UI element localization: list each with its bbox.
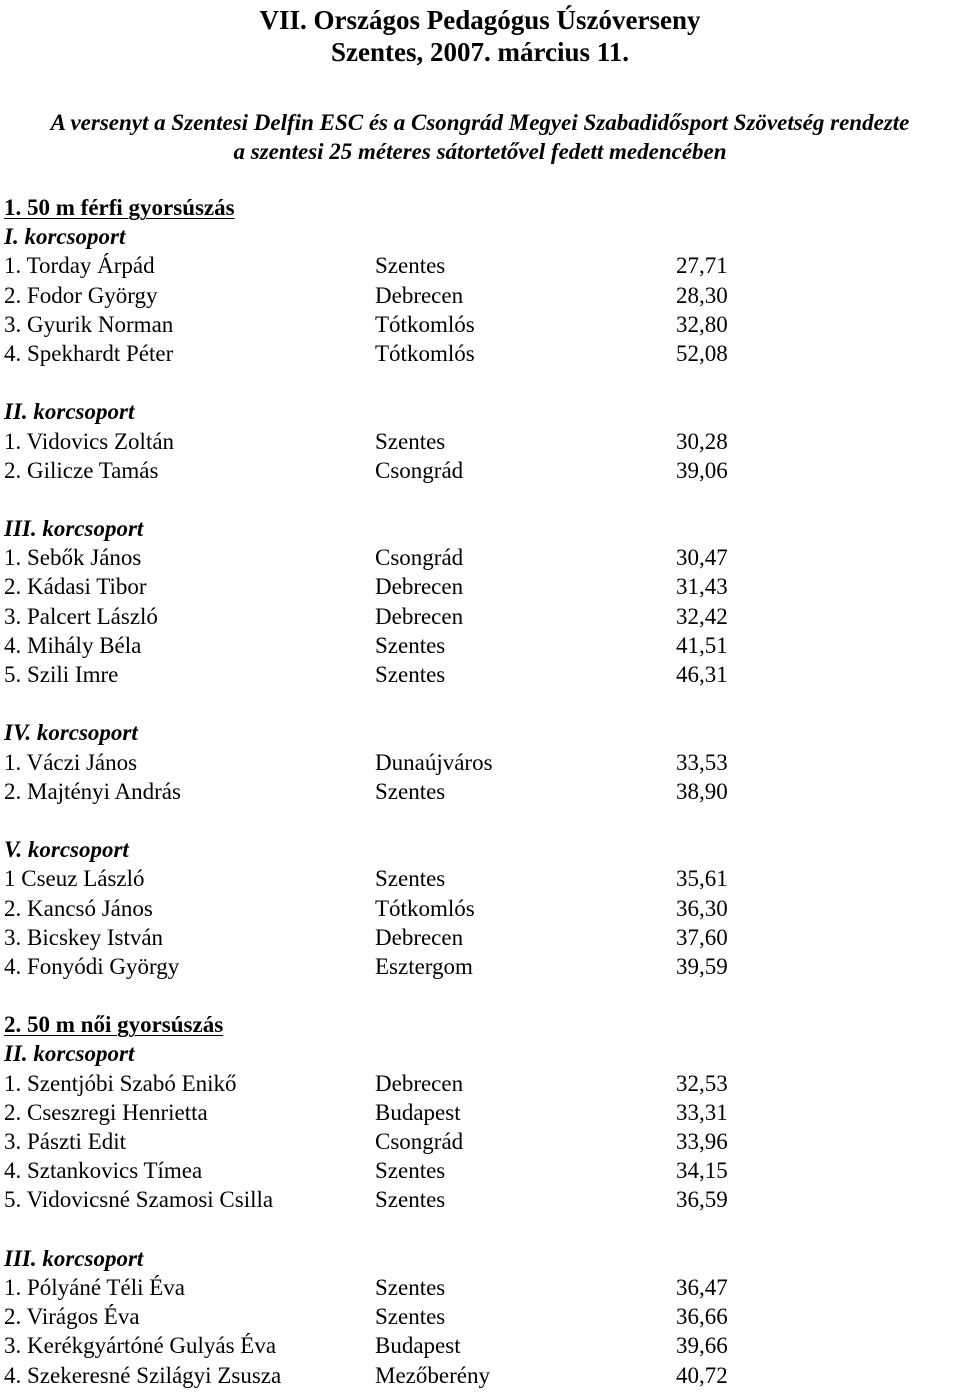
competitor-name: Vidovics Zoltán <box>26 428 175 454</box>
section-spacer <box>4 981 954 1010</box>
competitor <box>4 1361 281 1390</box>
result-row <box>4 602 954 631</box>
result-row <box>4 543 954 572</box>
competitor-city: Csongrád <box>375 545 464 571</box>
competitor-name: Pászti Edit <box>27 1129 127 1154</box>
competitor <box>4 572 147 601</box>
place-number: 1. <box>4 545 22 571</box>
competitor-city: Csongrád <box>375 1129 464 1154</box>
result-row <box>4 952 954 981</box>
competitor <box>4 1331 276 1360</box>
result-row <box>4 660 954 689</box>
competitor-city: Szentes <box>375 1158 446 1184</box>
competitor-name: Virágos Éva <box>26 1304 140 1330</box>
place-number: 3. <box>4 1129 22 1154</box>
result-row <box>4 631 954 660</box>
competitor <box>4 543 141 572</box>
result-time: 39,59 <box>676 953 728 979</box>
competitor-name: Szili Imre <box>27 662 119 687</box>
place-number: 1. <box>4 253 22 279</box>
competitor-name: Sebők János <box>27 545 142 571</box>
competitor-city: Debrecen <box>375 603 464 629</box>
competitor <box>4 1156 202 1185</box>
competitor-city: Debrecen <box>375 282 464 308</box>
category-heading: IV. korcsoport <box>4 720 138 746</box>
result-time: 36,59 <box>676 1187 728 1213</box>
competitor-name: Szentjóbi Szabó Enikő <box>27 1070 237 1096</box>
competitor-name: Fodor György <box>27 282 158 308</box>
competitor-name: Váczi János <box>26 749 138 775</box>
result-row <box>4 1185 954 1214</box>
competitor-name: Kerékgyártóné Gulyás Éva <box>27 1333 277 1359</box>
result-row <box>4 1331 954 1360</box>
place-number: 2. <box>4 778 22 804</box>
intro-line-1: A versenyt a Szentesi Delfin ESC és a Csongrád Megyei Szabadidősport Szövetség rendezte <box>50 110 910 135</box>
competitor <box>4 864 145 893</box>
place-number: 3. <box>4 603 22 629</box>
competitor-city: Szentes <box>375 253 446 279</box>
place-number: 1. <box>4 428 22 454</box>
section-spacer <box>4 485 954 514</box>
result-time: 33,53 <box>676 749 728 775</box>
place-number: 4. <box>4 1362 22 1388</box>
place-number: 3. <box>4 311 22 337</box>
results-list <box>4 193 954 1390</box>
competitor-name: Mihály Béla <box>27 632 142 658</box>
competitor-name: Palcert László <box>27 603 158 629</box>
competitor-name: Torday Árpád <box>26 253 155 279</box>
competitor <box>4 923 163 952</box>
place-number: 2. <box>4 574 22 600</box>
result-row <box>4 923 954 952</box>
competitor-name: Sztankovics Tímea <box>27 1158 203 1184</box>
result-time: 41,51 <box>676 632 728 658</box>
result-time: 33,96 <box>676 1129 728 1154</box>
page-subtitle: Szentes, 2007. március 11. <box>331 37 629 67</box>
result-time: 28,30 <box>676 282 728 308</box>
competitor <box>4 894 153 923</box>
place-number: 2. <box>4 282 22 308</box>
page-title: VII. Országos Pedagógus Úszóverseny <box>259 5 701 35</box>
event-title: 1. 50 m férfi gyorsúszás <box>4 195 235 220</box>
competitor-name: Bicskey István <box>27 924 164 950</box>
section-spacer <box>4 689 954 718</box>
place-number: 5. <box>4 662 22 687</box>
result-row <box>4 456 954 485</box>
result-row <box>4 1098 954 1127</box>
result-time: 34,15 <box>676 1158 728 1184</box>
competitor <box>4 748 137 777</box>
place-number: 4. <box>4 632 22 658</box>
result-row <box>4 339 954 368</box>
competitor-city: Budapest <box>375 1333 461 1359</box>
competitor-city: Szentes <box>375 428 446 454</box>
category-heading: I. korcsoport <box>4 224 126 250</box>
category-heading: V. korcsoport <box>4 837 129 863</box>
result-time: 32,42 <box>676 603 728 629</box>
result-time: 39,06 <box>676 457 728 483</box>
competitor <box>4 1302 140 1331</box>
competitor-name: Gyurik Norman <box>27 311 174 337</box>
competitor <box>4 602 158 631</box>
place-number: 1. <box>4 1070 22 1096</box>
result-row <box>4 572 954 601</box>
competitor-city: Budapest <box>375 1099 461 1125</box>
result-time: 40,72 <box>676 1362 728 1388</box>
result-row <box>4 1127 954 1156</box>
place-number: 2. <box>4 1304 22 1330</box>
competitor-city: Szentes <box>375 1304 446 1330</box>
place-number: 1. <box>4 1274 22 1300</box>
result-row <box>4 427 954 456</box>
result-time: 30,28 <box>676 428 728 454</box>
competitor <box>4 1185 273 1214</box>
competitor-name: Gilicze Tamás <box>27 457 159 483</box>
category-heading: III. korcsoport <box>4 516 144 542</box>
competitor <box>4 251 155 280</box>
competitor <box>4 1273 185 1302</box>
result-row <box>4 1361 954 1390</box>
category-heading: II. korcsoport <box>4 1041 135 1067</box>
result-row <box>4 251 954 280</box>
place-number: 2. <box>4 457 22 483</box>
result-row <box>4 864 954 893</box>
result-row <box>4 1273 954 1302</box>
section-spacer <box>4 368 954 397</box>
result-row <box>4 310 954 339</box>
competitor-city: Szentes <box>375 632 446 658</box>
result-time: 35,61 <box>676 866 728 892</box>
place-number: 4. <box>4 340 22 366</box>
result-row <box>4 777 954 806</box>
result-time: 32,53 <box>676 1070 728 1096</box>
competitor-city: Dunaújváros <box>375 749 493 775</box>
result-time: 37,60 <box>676 924 728 950</box>
place-number: 5. <box>4 1187 22 1213</box>
section-spacer <box>4 1215 954 1244</box>
competitor <box>4 777 181 806</box>
competitor <box>4 952 179 981</box>
result-time: 52,08 <box>676 340 728 366</box>
competitor-city: Debrecen <box>375 924 464 950</box>
result-time: 36,30 <box>676 895 728 921</box>
result-time: 36,47 <box>676 1274 728 1300</box>
competitor-name: Kádasi Tibor <box>27 574 147 600</box>
competitor <box>4 660 118 689</box>
category-heading: III. korcsoport <box>4 1245 144 1271</box>
intro-line-2: a szentesi 25 méteres sátortetővel fedett medencében <box>233 139 727 164</box>
place-number: 1 <box>4 866 16 892</box>
result-row <box>4 894 954 923</box>
section-spacer <box>4 806 954 835</box>
competitor-city: Tótkomlós <box>375 895 475 921</box>
place-number: 3. <box>4 1333 22 1359</box>
result-row <box>4 281 954 310</box>
place-number: 1. <box>4 749 22 775</box>
competitor-name: Cseszregi Henrietta <box>27 1099 208 1125</box>
competitor-name: Spekhardt Péter <box>27 340 174 366</box>
competitor-name: Fonyódi György <box>27 953 180 979</box>
competitor <box>4 1098 208 1127</box>
place-number: 2. <box>4 1099 22 1125</box>
competitor-name: Majtényi András <box>27 778 181 804</box>
result-time: 30,47 <box>676 545 728 571</box>
competitor-city: Mezőberény <box>375 1362 490 1388</box>
category-heading: II. korcsoport <box>4 399 135 425</box>
competitor-city: Szentes <box>375 778 446 804</box>
result-time: 38,90 <box>676 778 728 804</box>
result-time: 27,71 <box>676 253 728 279</box>
result-time: 39,66 <box>676 1333 728 1359</box>
competitor <box>4 310 173 339</box>
competitor <box>4 631 141 660</box>
result-time: 36,66 <box>676 1304 728 1330</box>
competitor-name: Cseuz László <box>21 866 145 892</box>
competitor-city: Tótkomlós <box>375 311 475 337</box>
competitor-name: Vidovicsné Szamosi Csilla <box>26 1187 274 1213</box>
result-row <box>4 748 954 777</box>
competitor <box>4 427 174 456</box>
competitor-city: Szentes <box>375 866 446 892</box>
place-number: 4. <box>4 1158 22 1184</box>
competitor-city: Tótkomlós <box>375 340 475 366</box>
competitor <box>4 1127 126 1156</box>
result-time: 33,31 <box>676 1099 728 1125</box>
place-number: 3. <box>4 924 22 950</box>
competitor-name: Szekeresné Szilágyi Zsusza <box>27 1362 282 1388</box>
place-number: 4. <box>4 953 22 979</box>
competitor-name: Kancsó János <box>27 895 153 921</box>
result-time: 31,43 <box>676 574 728 600</box>
result-time: 46,31 <box>676 662 728 687</box>
place-number: 2. <box>4 895 22 921</box>
competitor <box>4 1069 237 1098</box>
competitor-city: Csongrád <box>375 457 464 483</box>
competitor-city: Esztergom <box>375 953 473 979</box>
result-row <box>4 1156 954 1185</box>
competitor-city: Debrecen <box>375 1070 464 1096</box>
result-row <box>4 1302 954 1331</box>
competitor-city: Szentes <box>375 1274 446 1300</box>
competitor <box>4 281 158 310</box>
competitor <box>4 339 173 368</box>
competitor-name: Pólyáné Téli Éva <box>27 1274 185 1300</box>
competitor <box>4 456 158 485</box>
event-title: 2. 50 m női gyorsúszás <box>4 1012 224 1038</box>
competitor-city: Szentes <box>375 662 446 687</box>
competitor-city: Debrecen <box>375 574 464 600</box>
competitor-city: Szentes <box>375 1187 446 1213</box>
result-time: 32,80 <box>676 311 728 337</box>
result-row <box>4 1069 954 1098</box>
